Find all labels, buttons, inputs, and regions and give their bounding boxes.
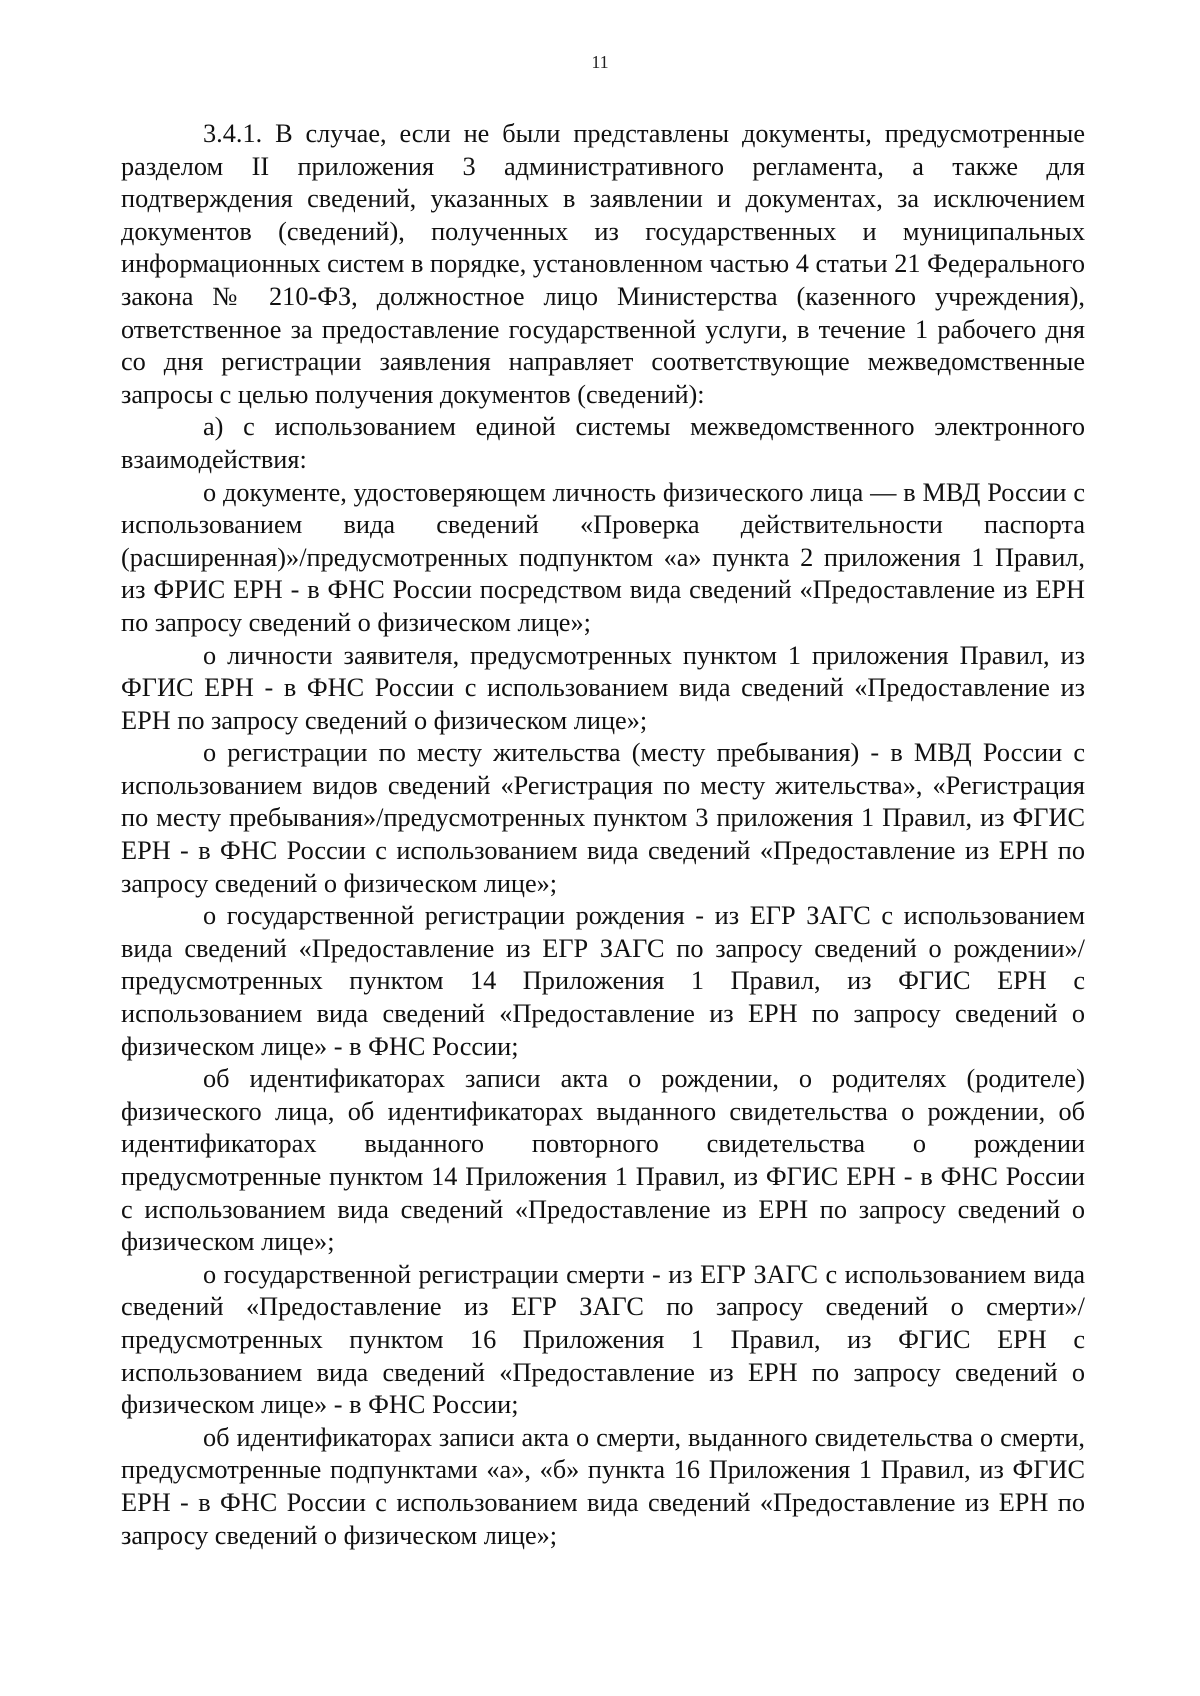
paragraph-3-4-1: 3.4.1. В случае, если не были представлены документы, предусмотренные разделом II приложения 3 административного регламента, а также для подтверждения сведений, указанных в заявлении и документах, за исключением документов (сведений), полученных из государственных и муниципальных информационных систем в порядке, установленном частью 4 статьи 21 Федерального закона № 210-ФЗ, должностное лицо Министерства (казенного учреждения), ответственное за предоставление государственной услуги, в течение 1 рабочего дня со дня регистрации заявления направляет соответствующие межведомственные запросы с целью получения документов (сведений): [121, 119, 1085, 409]
paragraph-identity-document: о документе, удостоверяющем личность физического лица — в МВД России с использованием вида сведений «Проверка действительности паспорта (расширенная)»/предусмотренных подпунктом «а» пункта 2 приложения 1 Правил, из ФРИС ЕРН - в ФНС России посредством вида сведений «Предоставление из ЕРН по запросу сведений о физическом лице»; [121, 477, 1085, 637]
paragraph-birth-registration: о государственной регистрации рождения - из ЕГР ЗАГС с использованием вида сведений «Предоставление из ЕГР ЗАГС по запросу сведений о рождении»/предусмотренных пунктом 14 Приложения 1 Правил, из ФГИС ЕРН с использованием вида сведений «Предоставление из ЕРН по запросу сведений о физическом лице» - в ФНС России; [121, 901, 1085, 1061]
paragraph-death-record-identifiers: об идентификаторах записи акта о смерти, выданного свидетельства о смерти, предусмотренные подпунктами «а», «б» пункта 16 Приложения 1 Правил, из ФГИС ЕРН - в ФНС России с использованием вида сведений «Предоставление из ЕРН по запросу сведений о физическом лице»; [121, 1422, 1085, 1550]
paragraph-applicant-identity: о личности заявителя, предусмотренных пунктом 1 приложения Правил, из ФГИС ЕРН - в ФНС России с использованием вида сведений «Предоставление из ЕРН по запросу сведений о физическом лице»; [121, 640, 1085, 735]
page-number: 11 [591, 52, 609, 72]
paragraph-birth-record-identifiers: об идентификаторах записи акта о рождении, о родителях (родителе) физического лица, об идентификаторах выданного свидетельства о рождении, об идентификаторах выданного повторного свидетельства о рождении предусмотренные пунктом 14 Приложения 1 Правил, из ФГИС ЕРН - в ФНС России с использованием вида сведений «Предоставление из ЕРН по запросу сведений о физическом лице»; [121, 1064, 1085, 1257]
paragraph-death-registration: о государственной регистрации смерти - из ЕГР ЗАГС с использованием вида сведений «Предоставление из ЕГР ЗАГС по запросу сведений о смерти»/ предусмотренных пунктом 16 Приложения 1 Правил, из ФГИС ЕРН с использованием вида сведений «Предоставление из ЕРН по запросу сведений о физическом лице» - в ФНС России; [121, 1259, 1085, 1420]
document-body [121, 118, 1085, 1552]
paragraph-subitem-a: а) с использованием единой системы межведомственного электронного взаимодействия: [121, 412, 1085, 474]
paragraph-residence-registration: о регистрации по месту жительства (месту пребывания) - в МВД России с использованием видов сведений «Регистрация по месту жительства», «Регистрация по месту пребывания»/предусмотренных пунктом 3 приложения 1 Правил, из ФГИС ЕРН - в ФНС России с использованием вида сведений «Предоставление из ЕРН по запросу сведений о физическом лице»; [121, 738, 1085, 898]
